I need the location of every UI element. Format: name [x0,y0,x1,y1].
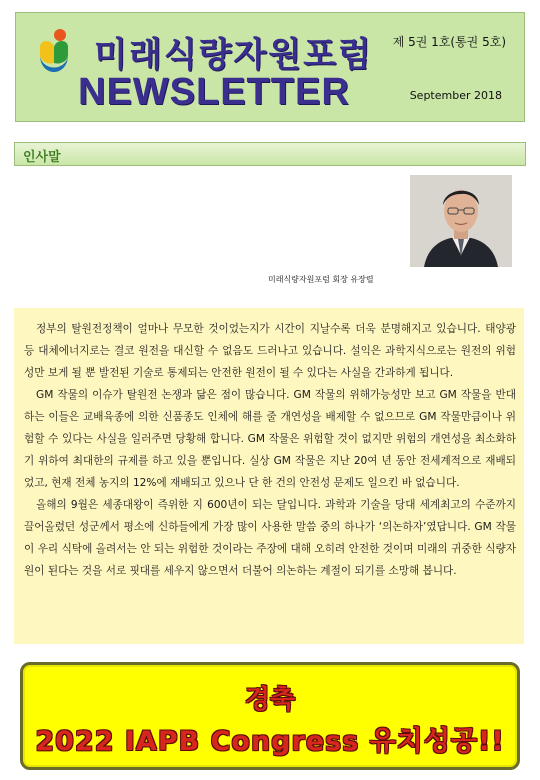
issue-date: September 2018 [409,89,502,102]
forum-logo-icon [36,27,72,81]
photo-caption: 미래식량자원포럼 회장 유장렬 [268,275,374,284]
article-paragraph-3: 올해의 9월은 세종대왕이 즉위한 지 600년이 되는 달입니다. 과학과 기술을 당대 세계최고의 수준까지 끌어올렸던 성군께서 평소에 신하들에게 가장 많이 사용한 말씀 중의 하나가 ‘의논하자’였답니다. GM 작물이 우리 식탁에 올려서는 안 되는 위험한 것이라는 주장에 대해 오히려 안전한 것이며 미래의 귀중한 식량자원이 된다는 것을 서로 핏대를 세우지 않으면서 더불어 의논하는 계절이 되기를 소망해 봅니다. [24,499,516,577]
article-paragraph-1: 정부의 탈원전정책이 얼마나 무모한 것이었는지가 시간이 지날수록 더욱 분명해지고 있습니다. 태양광 등 대체에너지로는 결코 원전을 대신할 수 없음도 드러나고 있습니다. 설익은 과학지식으로는 원전의 위험성만 보게 될 뿐 발전된 기술로 통제되는 안전한 원전이 될 수 있다는 사실을 간과하게 됩니다. [24,323,516,379]
greeting-article [14,308,524,644]
newsletter-title-english: NEWSLETTER [78,71,350,113]
newsletter-header [15,12,525,122]
section-title: 인사말 [23,150,61,165]
issue-number: 제 5권 1호(통권 5호) [392,35,506,49]
newsletter-title-korean: 미래식량자원포럼 [94,35,373,75]
portrait-image [410,175,512,267]
article-paragraph-2: GM 작물의 이슈가 탈원전 논쟁과 닮은 점이 많습니다. GM 작물의 위해가능성만 보고 GM 작물을 반대하는 이들은 교배육종에 의한 신품종도 인체에 해를 줄 개연성을 배제할 수 없으므로 GM 작물만큼이나 위험할 수 있다는 사실을 일러주면 당황해 합니다. GM 작물은 위험할 것이 없지만 위험의 개연성을 최소화하기 위하여 최대한의 규제를 하고 있을 뿐입니다. 실상 GM 작물은 지난 20여 년 동안 전세계적으로 재배되었고, 현재 전체 농지의 12%에 재배되고 있으나 단 한 건의 안전성 문제도 일으킨 바 없습니다. [24,389,516,489]
congratulations-banner [20,662,520,770]
section-heading-bar [14,142,526,166]
banner-headline: 경축 [244,685,296,715]
banner-message: 2022 IAPB Congress 유치성공!! [35,726,505,757]
president-photo [410,175,512,267]
